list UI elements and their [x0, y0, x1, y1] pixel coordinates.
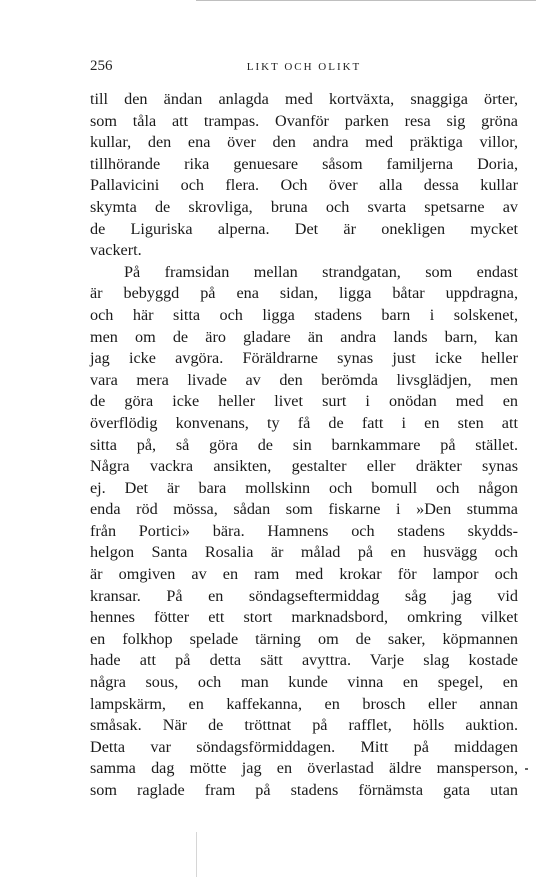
- text-line: överflödig konvenans, ty få de fatt i en sten att: [90, 413, 518, 432]
- running-title: LIKT OCH OLIKT: [246, 61, 362, 73]
- text-line: vackert.: [90, 241, 142, 260]
- scan-edge-top: [196, 0, 536, 1]
- text-line: och här sitta och ligga stadens barn i solskenet,: [90, 305, 518, 324]
- text-line: På framsidan mellan strandgatan, som endast: [124, 262, 518, 281]
- text-line: till den ändan anlagda med kortväxta, snaggiga örter,: [90, 90, 518, 108]
- body-text: [90, 89, 518, 802]
- text-line: Några vackra ansikten, gestalter eller dräkter synas: [90, 457, 518, 476]
- text-line: kransar. På en söndagseftermiddag såg jag vid: [90, 586, 518, 605]
- text-line: småsak. När de tröttnat på rafflet, hölls auktion.: [90, 716, 518, 735]
- text-line: som raglade fram på stadens förnämsta gata utan: [90, 781, 518, 799]
- text-line: Detta var söndagsförmiddagen. Mitt på middagen: [90, 737, 518, 756]
- text-line: helgon Santa Rosalia är målad på en husvägg och: [90, 543, 518, 562]
- text-line: sitta på, så göra de sin barnkammare på stället.: [90, 435, 518, 454]
- text-line: är omgiven av en ram med krokar för lampor och: [90, 565, 518, 584]
- margin-mark: [525, 768, 528, 770]
- paragraph-1: [90, 89, 518, 262]
- text-line: lampskärm, en kaffekanna, en brosch eller annan: [90, 694, 518, 713]
- text-line: som tåla att trampas. Ovanför parken resa sig gröna: [90, 111, 518, 130]
- text-line: vara mera livade av den berömda livsglädjen, men: [90, 370, 518, 389]
- text-line: hennes fötter ett stort marknadsbord, omkring vilket: [90, 608, 518, 627]
- text-line: de göra icke heller livet surt i onödan med en: [90, 392, 518, 411]
- text-line: kullar, den ena över den andra med präktiga villor,: [90, 133, 518, 152]
- text-line: skymta de skrovliga, bruna och svarta spetsarne av: [90, 197, 518, 216]
- text-line: ej. Det är bara mollskinn och bomull och någon: [90, 478, 518, 497]
- text-line: jag icke avgöra. Föräldrarne synas just icke heller: [90, 349, 518, 368]
- page-number: 256: [90, 58, 113, 74]
- text-line: är bebyggd på ena sidan, ligga båtar uppdragna,: [90, 284, 518, 303]
- page-header: [90, 58, 518, 78]
- text-line: samma dag mötte jag en överlastad äldre mansperson,: [90, 759, 518, 778]
- text-line: från Portici» bära. Hamnens och stadens skydds-: [90, 521, 518, 540]
- text-line: en folkhop spelade tärning om de saker, köpmannen: [90, 629, 518, 648]
- text-line: de Liguriska alperna. Det är onekligen mycket: [90, 219, 518, 238]
- text-line: enda röd mössa, sådan som fiskarne i »Den stumma: [90, 500, 518, 519]
- text-line: tillhörande rika genuesare såsom familjerna Doria,: [90, 154, 518, 173]
- text-line: hade att på detta sätt avyttra. Varje slag kostade: [90, 651, 518, 670]
- text-line: Pallavicini och flera. Och över alla dessa kullar: [90, 176, 518, 195]
- text-line: men om de äro gladare än andra lands barn, kan: [90, 327, 518, 346]
- text-line: några sous, och man kunde vinna en spegel, en: [90, 673, 518, 692]
- paragraph-2: [90, 262, 518, 802]
- scan-edge-bottom: [196, 832, 197, 877]
